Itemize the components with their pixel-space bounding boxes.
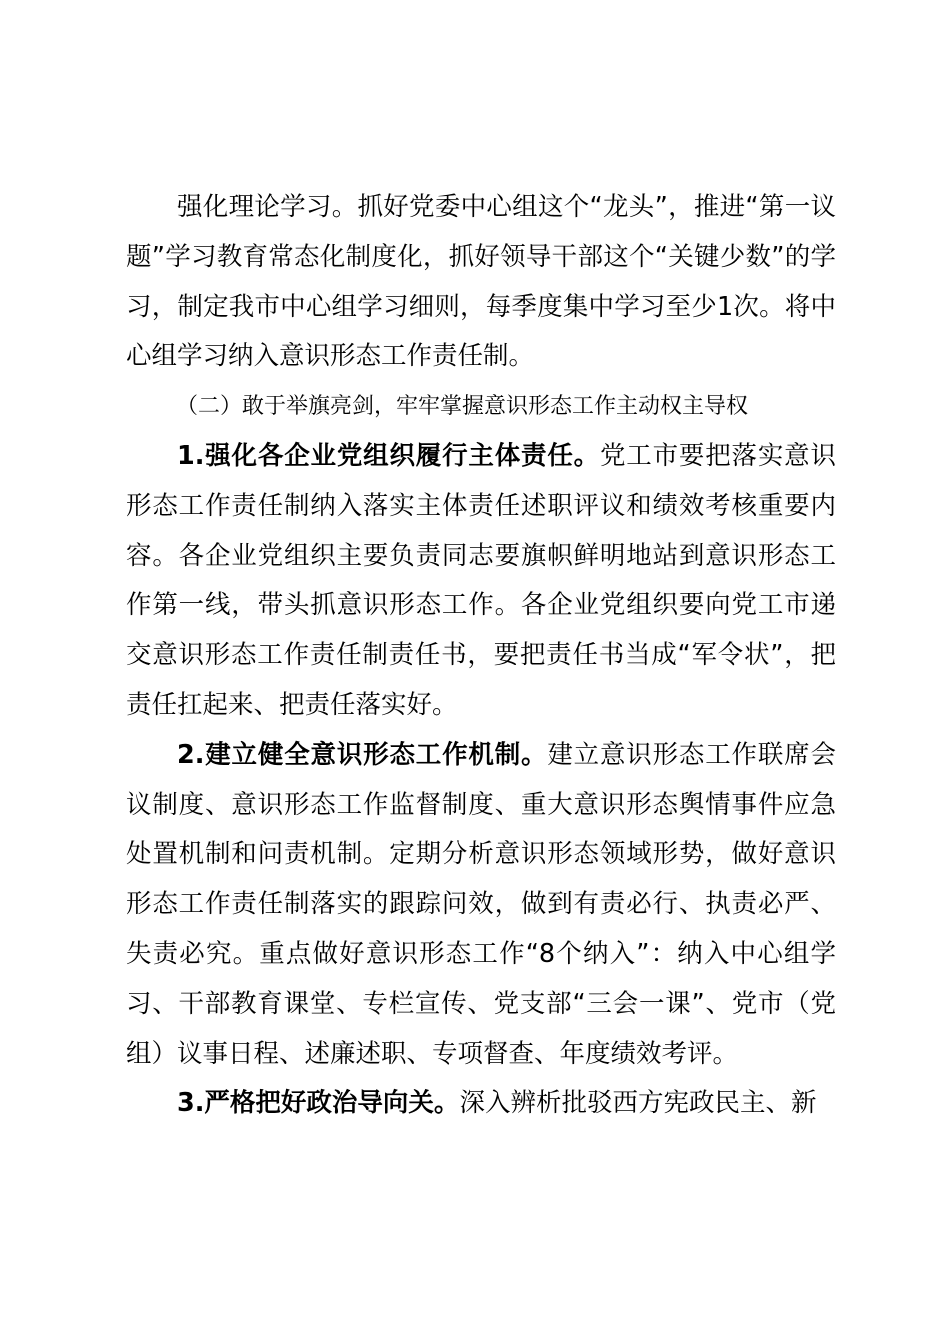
- section-heading-text: （二）敢于举旗亮剑，牢牢掌握意识形态工作主动权主导权: [176, 394, 749, 420]
- paragraph-item-1: [126, 432, 836, 731]
- document-body: [126, 183, 836, 1129]
- paragraph-item-2: [126, 731, 836, 1080]
- paragraph-text: 建立意识形态工作联席会议制度、意识形态工作监督制度、重大意识形态舆情事件应急处置机制和问责机制。定期分析意识形态领域形势，做好意识形态工作责任制落实的跟踪问效，做到有责必行、执责必严、失责必究。重点做好意识形态工作“8个纳入”：纳入中心组学习、干部教育课堂、专栏宣传、党支部“三会一课”、党市（党组）议事日程、述廉述职、专项督查、年度绩效考评。: [126, 739, 836, 1069]
- paragraph-lead: 2.建立健全意识形态工作机制。: [177, 739, 548, 770]
- paragraph-lead: 1.强化各企业党组织履行主体责任。: [177, 440, 600, 471]
- paragraph-item-3: [126, 1079, 836, 1129]
- paragraph-text: 深入辨析批驳西方宪政民主、新: [459, 1088, 817, 1119]
- paragraph-text: 党工市要把落实意识形态工作责任制纳入落实主体责任述职评议和绩效考核重要内容。各企业党组织主要负责同志要旗帜鲜明地站到意识形态工作第一线，带头抓意识形态工作。各企业党组织要向党工市递交意识形态工作责任制责任书，要把责任书当成“军令状”，把责任扛起来、把责任落实好。: [126, 440, 836, 720]
- paragraph-intro: [126, 183, 836, 382]
- paragraph-lead: 3.严格把好政治导向关。: [177, 1088, 460, 1119]
- paragraph-text: 强化理论学习。抓好党委中心组这个“龙头”，推进“第一议题”学习教育常态化制度化，抓好领导干部这个“关键少数”的学习，制定我市中心组学习细则，每季度集中学习至少1次。将中心组学习纳入意识形态工作责任制。: [126, 192, 836, 372]
- section-heading: [126, 382, 836, 432]
